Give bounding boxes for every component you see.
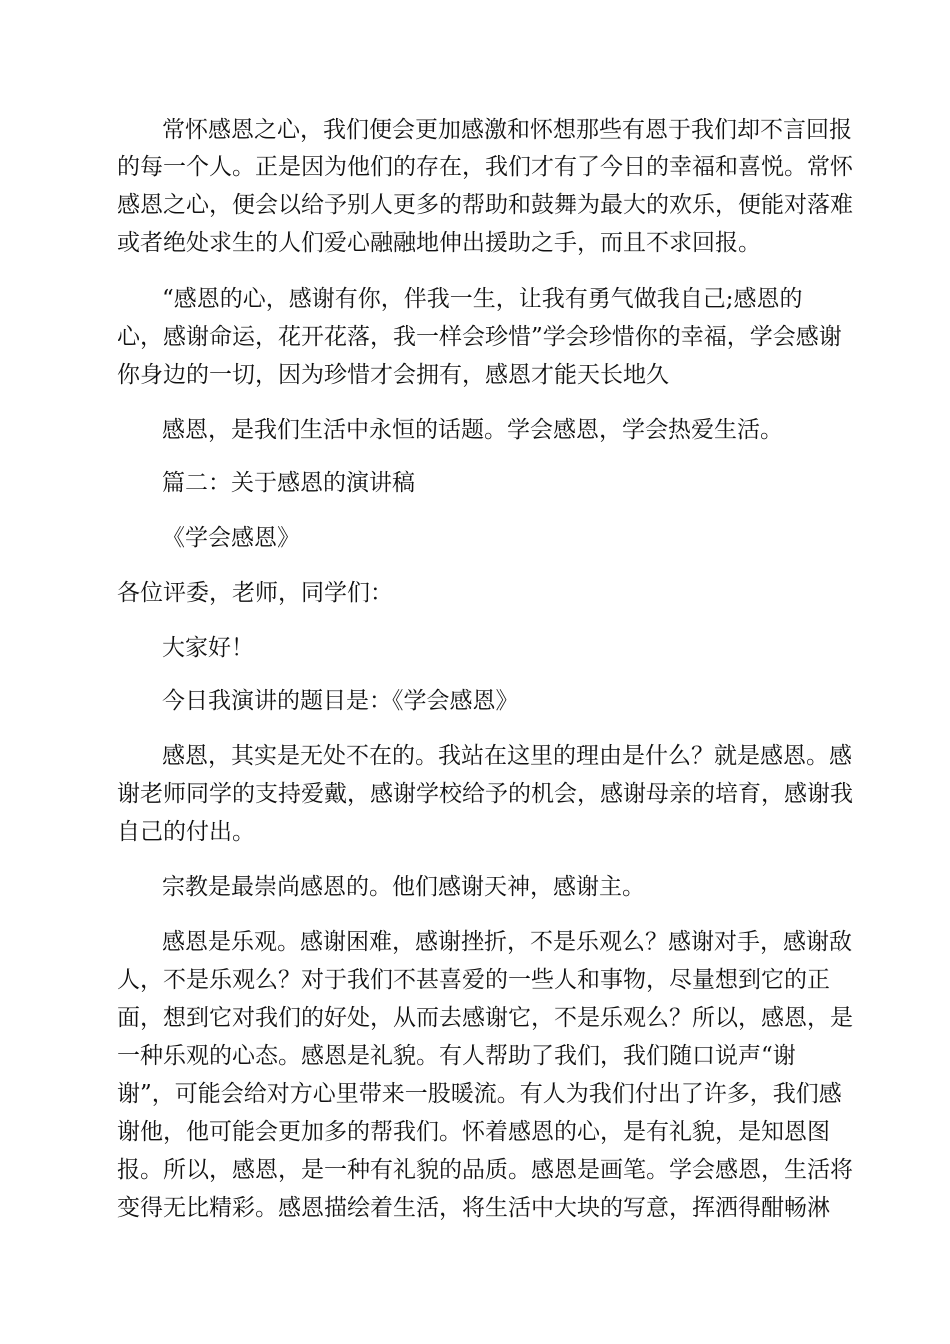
text-line: 感恩是乐观。感谢困难，感谢挫折，不是乐观么？感谢对手，感谢敌	[162, 929, 852, 955]
text-line: 今日我演讲的题目是：《学会感恩》	[162, 688, 519, 714]
text-line: 谢他，他可能会更加多的帮我们。怀着感恩的心，是有礼貌，是知恩图	[117, 1119, 830, 1145]
text-line: 感恩，是我们生活中永恒的话题。学会感恩，学会热爱生活。	[162, 417, 783, 443]
salutation: 各位评委，老师，同学们：	[117, 580, 393, 606]
text-line: 感恩，其实是无处不在的。我站在这里的理由是什么？就是感恩。感	[162, 743, 852, 769]
text-line: 宗教是最崇尚感恩的。他们感谢天神，感谢主。	[162, 874, 645, 900]
text-line: “感恩的心，感谢有你，伴我一生，让我有勇气做我自己;感恩的	[162, 286, 803, 312]
section-heading: 篇二：关于感恩的演讲稿	[162, 470, 415, 496]
text-line: 变得无比精彩。感恩描绘着生活，将生活中大块的写意，挥洒得酣畅淋	[117, 1195, 830, 1221]
speech-title: 《学会感恩》	[162, 525, 300, 551]
text-line: 的每一个人。正是因为他们的存在，我们才有了今日的幸福和喜悦。常怀	[117, 154, 853, 180]
text-line: 报。所以，感恩，是一种有礼貌的品质。感恩是画笔。学会感恩，生活将	[117, 1157, 853, 1183]
text-line: 谢”，可能会给对方心里带来一股暖流。有人为我们付出了许多，我们感	[117, 1081, 842, 1107]
text-line: 人，不是乐观么？对于我们不甚喜爱的一些人和事物，尽量想到它的正	[117, 967, 830, 993]
text-line: 你身边的一切，因为珍惜才会拥有，感恩才能天长地久	[117, 362, 669, 388]
text-line: 感恩之心，便会以给予别人更多的帮助和鼓舞为最大的欢乐，便能对落难	[117, 192, 853, 218]
text-line: 一种乐观的心态。感恩是礼貌。有人帮助了我们，我们随口说声“谢	[117, 1043, 796, 1069]
text-line: 自己的付出。	[117, 819, 255, 845]
text-line: 常怀感恩之心，我们便会更加感激和怀想那些有恩于我们却不言回报	[162, 117, 852, 143]
text-line: 心，感谢命运，花开花落，我一样会珍惜”学会珍惜你的幸福，学会感谢	[117, 324, 842, 350]
text-line: 或者绝处求生的人们爱心融融地伸出援助之手，而且不求回报。	[117, 230, 761, 256]
text-line: 面，想到它对我们的好处，从而去感谢它，不是乐观么？所以，感恩，是	[117, 1005, 853, 1031]
greeting: 大家好！	[162, 635, 254, 661]
text-line: 谢老师同学的支持爱戴，感谢学校给予的机会，感谢母亲的培育，感谢我	[117, 781, 853, 807]
